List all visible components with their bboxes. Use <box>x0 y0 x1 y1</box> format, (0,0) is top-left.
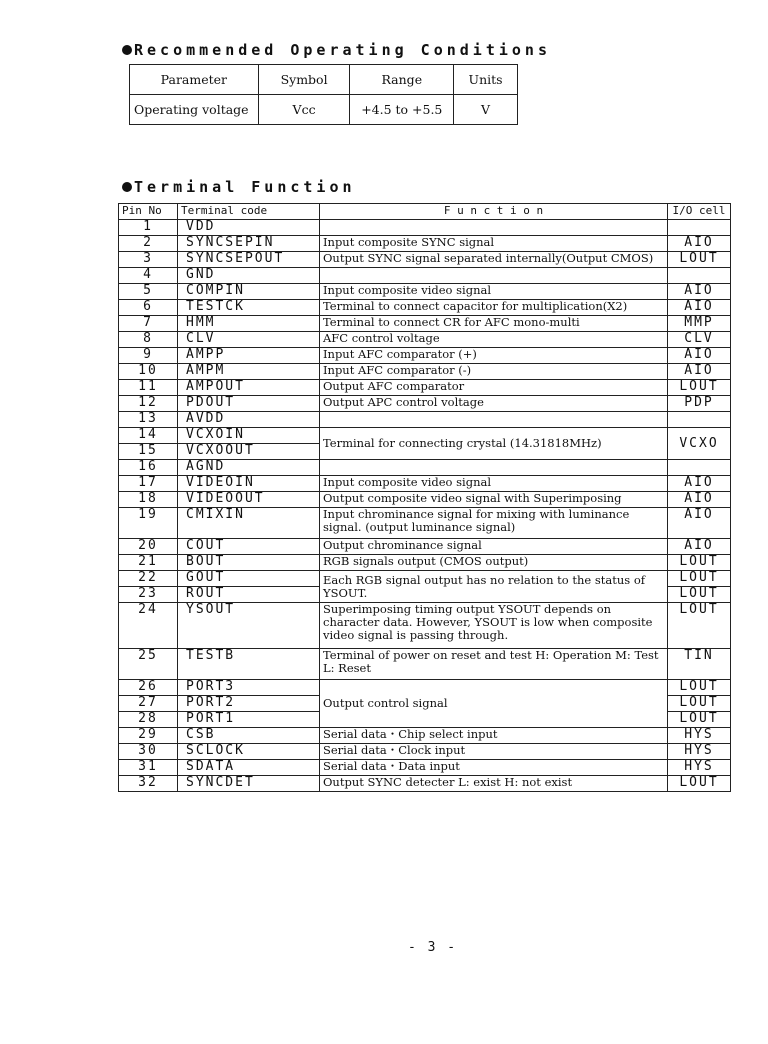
pin-number: 13 <box>119 412 178 428</box>
terminal-code: SCLOCK <box>178 744 320 760</box>
table-row <box>119 460 731 476</box>
header-parameter: Parameter <box>130 65 259 95</box>
pin-number: 28 <box>119 712 178 728</box>
table-row <box>119 492 731 508</box>
io-cell <box>668 268 731 284</box>
pin-number: 19 <box>119 508 178 539</box>
header-function: F u n c t i o n <box>320 204 668 220</box>
io-cell: LOUT <box>668 252 731 268</box>
table-row <box>119 396 731 412</box>
io-cell: MMP <box>668 316 731 332</box>
table-header-row <box>130 65 518 95</box>
table-row <box>119 300 731 316</box>
cell-parameter: Operating voltage <box>130 95 259 125</box>
function-description: Output APC control voltage <box>320 396 668 412</box>
pin-number: 21 <box>119 555 178 571</box>
terminal-code: AVDD <box>178 412 320 428</box>
pin-number: 2 <box>119 236 178 252</box>
terminal-code: PORT1 <box>178 712 320 728</box>
table-row <box>119 332 731 348</box>
io-cell <box>668 220 731 236</box>
terminal-code: TESTCK <box>178 300 320 316</box>
io-cell: HYS <box>668 728 731 744</box>
pin-number: 12 <box>119 396 178 412</box>
function-description: Serial data・Data input <box>320 760 668 776</box>
terminal-function-table <box>118 203 731 792</box>
table-row <box>119 555 731 571</box>
pin-number: 18 <box>119 492 178 508</box>
function-description: Input AFC comparator (+) <box>320 348 668 364</box>
io-cell: LOUT <box>668 696 731 712</box>
function-description <box>320 220 668 236</box>
table-row <box>119 476 731 492</box>
table-row <box>119 316 731 332</box>
function-description: Serial data・Clock input <box>320 744 668 760</box>
section-title-terminal-function: Terminal Function <box>122 178 356 196</box>
pin-number: 3 <box>119 252 178 268</box>
cell-range: +4.5 to +5.5 <box>350 95 454 125</box>
bullet-icon <box>122 182 132 192</box>
io-cell: AIO <box>668 236 731 252</box>
function-description: Input composite SYNC signal <box>320 236 668 252</box>
pin-number: 17 <box>119 476 178 492</box>
pin-number: 23 <box>119 587 178 603</box>
terminal-code: YSOUT <box>178 603 320 649</box>
table-row <box>119 236 731 252</box>
header-range: Range <box>350 65 454 95</box>
io-cell <box>668 412 731 428</box>
table-row <box>119 728 731 744</box>
io-cell: HYS <box>668 744 731 760</box>
pin-number: 26 <box>119 680 178 696</box>
header-terminal-code: Terminal code <box>178 204 320 220</box>
function-description <box>320 268 668 284</box>
function-description: Output control signal <box>320 680 668 728</box>
terminal-code: PORT2 <box>178 696 320 712</box>
table-row <box>119 268 731 284</box>
terminal-code: SYNCSEPIN <box>178 236 320 252</box>
io-cell: AIO <box>668 364 731 380</box>
terminal-code: BOUT <box>178 555 320 571</box>
function-description: Terminal to connect CR for AFC mono-multi <box>320 316 668 332</box>
table-row <box>119 649 731 680</box>
pin-number: 4 <box>119 268 178 284</box>
cell-units: V <box>454 95 518 125</box>
terminal-code: AMPP <box>178 348 320 364</box>
header-io-cell: I/O cell <box>668 204 731 220</box>
header-units: Units <box>454 65 518 95</box>
pin-number: 5 <box>119 284 178 300</box>
terminal-code: AMPM <box>178 364 320 380</box>
io-cell: AIO <box>668 300 731 316</box>
function-description: Input chrominance signal for mixing with luminance signal. (output luminance signal) <box>320 508 668 539</box>
function-description: Superimposing timing output YSOUT depends on character data. However, YSOUT is low when composite video signal is passing through. <box>320 603 668 649</box>
table-header-row <box>119 204 731 220</box>
pin-number: 30 <box>119 744 178 760</box>
io-cell <box>668 460 731 476</box>
terminal-code: PDOUT <box>178 396 320 412</box>
table-row <box>119 380 731 396</box>
terminal-code: COMPIN <box>178 284 320 300</box>
io-cell: AIO <box>668 284 731 300</box>
table-row <box>119 412 731 428</box>
table-row <box>119 680 731 696</box>
terminal-code: PORT3 <box>178 680 320 696</box>
header-symbol: Symbol <box>258 65 350 95</box>
pin-number: 25 <box>119 649 178 680</box>
terminal-code: SYNCDET <box>178 776 320 792</box>
pin-number: 10 <box>119 364 178 380</box>
terminal-code: GOUT <box>178 571 320 587</box>
function-description: Terminal for connecting crystal (14.31818MHz) <box>320 428 668 460</box>
terminal-code: VIDEOIN <box>178 476 320 492</box>
terminal-code: VIDEOOUT <box>178 492 320 508</box>
function-description: AFC control voltage <box>320 332 668 348</box>
io-cell: LOUT <box>668 680 731 696</box>
terminal-code: CLV <box>178 332 320 348</box>
header-pin-no: Pin No <box>119 204 178 220</box>
function-description <box>320 412 668 428</box>
pin-number: 14 <box>119 428 178 444</box>
terminal-code: CMIXIN <box>178 508 320 539</box>
function-description: Input composite video signal <box>320 284 668 300</box>
pin-number: 20 <box>119 539 178 555</box>
terminal-code: SDATA <box>178 760 320 776</box>
terminal-code: GND <box>178 268 320 284</box>
io-cell: CLV <box>668 332 731 348</box>
function-description <box>320 460 668 476</box>
terminal-code: HMM <box>178 316 320 332</box>
table-row <box>119 252 731 268</box>
function-description: Input composite video signal <box>320 476 668 492</box>
table-row <box>119 220 731 236</box>
io-cell: LOUT <box>668 587 731 603</box>
io-cell: AIO <box>668 476 731 492</box>
terminal-code: SYNCSEPOUT <box>178 252 320 268</box>
io-cell: HYS <box>668 760 731 776</box>
table-row <box>119 776 731 792</box>
pin-number: 16 <box>119 460 178 476</box>
pin-number: 9 <box>119 348 178 364</box>
function-description: Terminal of power on reset and test H: Operation M: Test L: Reset <box>320 649 668 680</box>
table-row <box>119 571 731 587</box>
io-cell: LOUT <box>668 555 731 571</box>
table-row <box>119 428 731 444</box>
io-cell: PDP <box>668 396 731 412</box>
pin-number: 11 <box>119 380 178 396</box>
pin-number: 15 <box>119 444 178 460</box>
pin-number: 22 <box>119 571 178 587</box>
pin-number: 1 <box>119 220 178 236</box>
pin-number: 8 <box>119 332 178 348</box>
terminal-code: AMPOUT <box>178 380 320 396</box>
terminal-code: COUT <box>178 539 320 555</box>
table-row <box>119 348 731 364</box>
function-description: Serial data・Chip select input <box>320 728 668 744</box>
io-cell: LOUT <box>668 603 731 649</box>
terminal-code: AGND <box>178 460 320 476</box>
function-description: Output AFC comparator <box>320 380 668 396</box>
io-cell: LOUT <box>668 776 731 792</box>
io-cell: AIO <box>668 539 731 555</box>
pin-number: 24 <box>119 603 178 649</box>
io-cell: AIO <box>668 508 731 539</box>
function-description: Input AFC comparator (-) <box>320 364 668 380</box>
terminal-code: VCXOIN <box>178 428 320 444</box>
function-description: Each RGB signal output has no relation to the status of YSOUT. <box>320 571 668 603</box>
io-cell: LOUT <box>668 571 731 587</box>
function-description: Output SYNC detecter L: exist H: not exist <box>320 776 668 792</box>
pin-number: 31 <box>119 760 178 776</box>
terminal-code: TESTB <box>178 649 320 680</box>
io-cell: TIN <box>668 649 731 680</box>
section-title-operating-conditions: Recommended Operating Conditions <box>122 41 551 59</box>
table-row <box>119 508 731 539</box>
io-cell: LOUT <box>668 712 731 728</box>
terminal-code: VCXOOUT <box>178 444 320 460</box>
bullet-icon <box>122 45 132 55</box>
table-row <box>119 284 731 300</box>
table-row <box>119 760 731 776</box>
function-description: Output SYNC signal separated internally(Output CMOS) <box>320 252 668 268</box>
pin-number: 32 <box>119 776 178 792</box>
io-cell: LOUT <box>668 380 731 396</box>
function-description: Output chrominance signal <box>320 539 668 555</box>
pin-number: 29 <box>119 728 178 744</box>
terminal-code: ROUT <box>178 587 320 603</box>
page-number: - 3 - <box>408 940 458 955</box>
table-row <box>130 95 518 125</box>
table-row <box>119 539 731 555</box>
cell-symbol: Vcc <box>258 95 350 125</box>
io-cell: VCXO <box>668 428 731 460</box>
function-description: RGB signals output (CMOS output) <box>320 555 668 571</box>
io-cell: AIO <box>668 348 731 364</box>
operating-conditions-table <box>129 64 518 125</box>
io-cell: AIO <box>668 492 731 508</box>
terminal-code: CSB <box>178 728 320 744</box>
pin-number: 27 <box>119 696 178 712</box>
table-row <box>119 364 731 380</box>
pin-number: 6 <box>119 300 178 316</box>
function-description: Output composite video signal with Superimposing <box>320 492 668 508</box>
table-row <box>119 744 731 760</box>
pin-number: 7 <box>119 316 178 332</box>
table-row <box>119 603 731 649</box>
function-description: Terminal to connect capacitor for multiplication(X2) <box>320 300 668 316</box>
terminal-code: VDD <box>178 220 320 236</box>
